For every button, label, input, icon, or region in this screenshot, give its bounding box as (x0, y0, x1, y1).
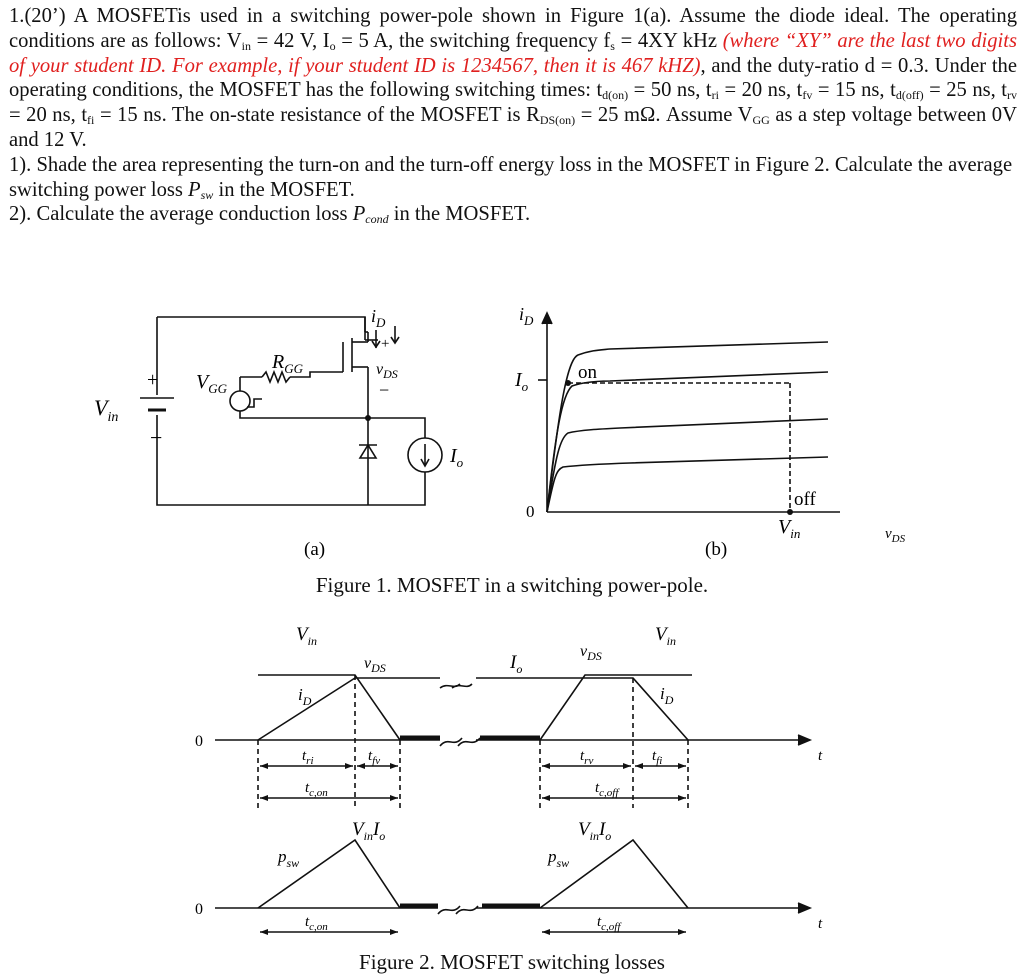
vinio-left-label: $V_{in}I_o$ (352, 819, 386, 843)
vin-tick-label: $V_{in}$ (778, 516, 801, 541)
tri-label: $t_{ri}$ (302, 748, 314, 767)
vds-plus-label: + (381, 336, 390, 352)
tcon-upper-label: $t_{c,on}$ (305, 780, 328, 799)
problem-paragraph: 1.(20’) A MOSFETis used in a switching power-pole shown in Figure 1(a). Assume the diode ideal. The operating conditions are as follows: $V_{in} = 42$ V, $I_o = 5$ A, the switching frequency $f_s = 4XY$ kHz (where “XY” are the last two digits of your student ID. For example, if your student ID is 1234567, then it is 467 kHZ), and the duty-ratio d = 0.3. Under the operating conditions, the MOSFET has the following switching times: $t_{d(on)} = 50$ ns, $t_{ri} = 20$ ns, $t_{fv} = 15$ ns, $t_{d(off)} = 25$ ns, $t_{rv} = 20$ ns, $t_{fi} = 15$ ns. The on-state resistance of the MOSFET is $R_{DS(on)} = 25$ mΩ. Assume $V_{GG}$ as a step voltage between 0V and 12 V. (9, 5, 1018, 151)
figure1-caption: Figure 1. MOSFET in a switching power-pole. (315, 573, 709, 597)
io-tick-label: $I_o$ (515, 369, 529, 394)
vds-right-label: $v_{DS}$ (580, 643, 602, 663)
vin-left-label: $V_{in}$ (296, 624, 317, 648)
figure1a-circuit (80, 300, 500, 560)
vds-label: $v_{DS}$ (376, 361, 398, 381)
tfi-label: $t_{fi}$ (652, 748, 663, 767)
figure1b-label: (b) (705, 539, 728, 560)
question-2: 2). Calculate the average conduction loss $P_{cond}$ in the MOSFET. (9, 203, 531, 227)
psw-left-label: $p_{sw}$ (278, 847, 300, 870)
tfv-label: $t_{fv}$ (368, 748, 381, 767)
zero-upper-label: 0 (195, 733, 203, 750)
figure1a-label: (a) (304, 539, 326, 560)
off-label: off (794, 489, 816, 510)
t-upper-label: t (818, 748, 823, 764)
vin-right-label: $V_{in}$ (655, 624, 676, 648)
rgg-label: $R_{GG}$ (272, 351, 303, 376)
vinio-right-label: $V_{in}I_o$ (578, 819, 612, 843)
zero-lower-label: 0 (195, 901, 203, 918)
trv-label: $t_{rv}$ (580, 748, 594, 767)
vgg-label: $V_{GG}$ (196, 371, 227, 396)
id-left-label: $i_D$ (298, 685, 312, 708)
question-1: 1). Shade the area representing the turn-on and the turn-off energy loss in the MOSFET in Figure 2. Calculate the average switching power loss $P_{sw}$ in the MOSFET. (9, 153, 1013, 202)
tcoff-lower-label: $t_{c,off}$ (597, 914, 621, 933)
on-label: on (578, 362, 597, 383)
vin-minus-label: − (150, 425, 163, 450)
tcoff-upper-label: $t_{c,off}$ (595, 780, 619, 799)
tcon-lower-label: $t_{c,on}$ (305, 914, 328, 933)
vds-axis-label: $v_{DS}$ (885, 526, 906, 545)
figure1b-iv-curves (500, 298, 930, 560)
origin-label: 0 (526, 502, 535, 521)
vds-minus-label: − (379, 380, 390, 400)
student-id-note: (where “XY” are the last two digits of your student ID. For example, if your student ID is 1234567, then it is 467 kHZ) (9, 29, 1018, 77)
id-label: $i_D$ (371, 306, 386, 330)
vin-plus-label: + (147, 369, 159, 391)
vin-label: $V_{in}$ (94, 395, 119, 425)
problem-statement (9, 4, 1017, 227)
figure2-caption: Figure 2. MOSFET switching losses (359, 950, 665, 974)
id-right-label: $i_D$ (660, 684, 674, 707)
vds-left-label: $v_{DS}$ (364, 655, 386, 675)
io-level-label: $I_o$ (510, 652, 523, 676)
io-source-label: $I_o$ (450, 445, 464, 470)
psw-right-label: $p_{sw}$ (548, 847, 570, 870)
id-axis-label: $i_D$ (519, 304, 534, 328)
figure2-switching-waveforms (190, 612, 830, 948)
t-lower-label: t (818, 916, 823, 932)
